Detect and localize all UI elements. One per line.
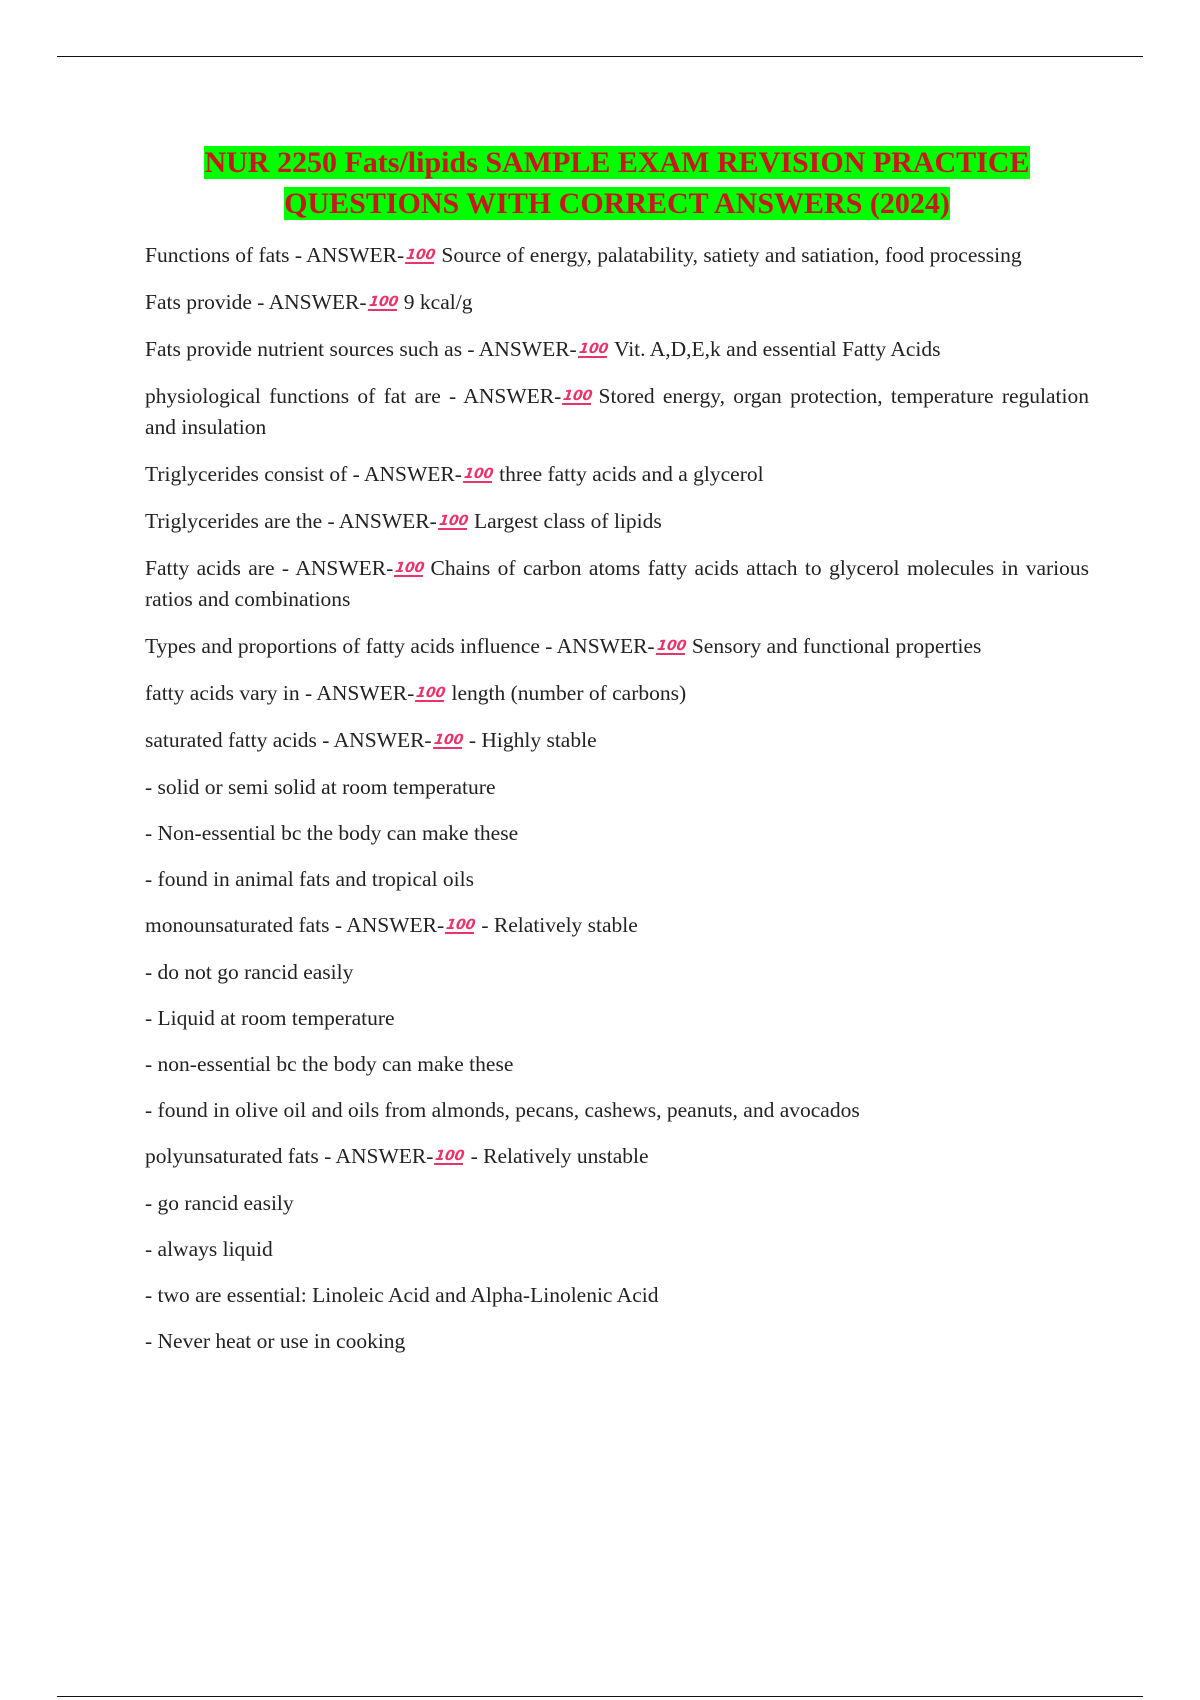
qa-item (145, 459, 1089, 490)
title-line-1: NUR 2250 Fats/lipids SAMPLE EXAM REVISION PRACTICE (204, 146, 1030, 179)
qa-item (145, 725, 1089, 756)
document-title (145, 142, 1089, 224)
answer: 9 kcal/g (403, 290, 473, 314)
qa-item (145, 910, 1089, 941)
bullet-line: - do not go rancid easily (145, 960, 354, 984)
answer: - Relatively stable (481, 913, 638, 937)
answer: - Relatively unstable (470, 1144, 649, 1168)
answer: Chains of carbon atoms fatty acids attach to glycerol molecules in various ratios and combinations (145, 556, 1089, 611)
answer: three fatty acids and a glycerol (499, 462, 764, 486)
qa-item (145, 631, 1089, 662)
hundred-points-icon: 100 (432, 732, 465, 748)
hundred-points-icon: 100 (405, 247, 437, 263)
hundred-points-icon: 100 (434, 1148, 466, 1164)
hundred-points-icon: 100 (445, 917, 477, 933)
qa-item (145, 287, 1089, 318)
bullet-line: - always liquid (145, 1237, 273, 1261)
hundred-points-icon: 100 (462, 466, 495, 482)
bullet-line: - found in animal fats and tropical oils (145, 867, 474, 891)
bullet-line: - two are essential: Linoleic Acid and Alpha-Linolenic Acid (145, 1283, 659, 1307)
answer: - Highly stable (468, 728, 597, 752)
question: Triglycerides are the - ANSWER- (145, 509, 437, 533)
qa-item (145, 506, 1089, 537)
bullet-line: - found in olive oil and oils from almonds, pecans, cashews, peanuts, and avocados (145, 1098, 860, 1122)
bullet-line: - Liquid at room temperature (145, 1006, 395, 1030)
hundred-points-icon: 100 (367, 294, 400, 310)
answer: Source of energy, palatability, satiety and satiation, food processing (441, 243, 1022, 267)
hundred-points-icon: 100 (562, 388, 594, 404)
bullet-line: - solid or semi solid at room temperature (145, 775, 496, 799)
question: monounsaturated fats - ANSWER- (145, 913, 445, 937)
hundred-points-icon: 100 (437, 513, 470, 529)
bullet-line: - Never heat or use in cooking (145, 1329, 406, 1353)
qa-item (145, 240, 1089, 271)
answer: Vit. A,D,E,k and essential Fatty Acids (613, 337, 941, 361)
question: fatty acids vary in - ANSWER- (145, 681, 415, 705)
answer: Largest class of lipids (474, 509, 662, 533)
qa-item (145, 381, 1089, 443)
bullet-line: - non-essential bc the body can make these (145, 1052, 514, 1076)
answer: Stored energy, organ protection, temperature regulation and insulation (145, 384, 1089, 439)
answer: length (number of carbons) (451, 681, 687, 705)
qa-item (145, 334, 1089, 365)
hundred-points-icon: 100 (655, 638, 688, 654)
top-rule (57, 56, 1143, 57)
qa-item (145, 1141, 1089, 1172)
question: saturated fatty acids - ANSWER- (145, 728, 432, 752)
document-body (145, 142, 1089, 1372)
bottom-rule (57, 1696, 1143, 1697)
bullet-line: - go rancid easily (145, 1191, 294, 1215)
qa-item (145, 678, 1089, 709)
hundred-points-icon: 100 (415, 685, 447, 701)
question: Fats provide nutrient sources such as - ANSWER- (145, 337, 577, 361)
question: Types and proportions of fatty acids influence - ANSWER- (145, 634, 655, 658)
qa-item (145, 553, 1089, 615)
question: physiological functions of fat are - ANSWER- (145, 384, 562, 408)
bullet-line: - Non-essential bc the body can make these (145, 821, 519, 845)
hundred-points-icon: 100 (394, 560, 426, 576)
question: Functions of fats - ANSWER- (145, 243, 405, 267)
question: polyunsaturated fats - ANSWER- (145, 1144, 434, 1168)
question: Fatty acids are - ANSWER- (145, 556, 394, 580)
answer: Sensory and functional properties (691, 634, 982, 658)
question: Triglycerides consist of - ANSWER- (145, 462, 462, 486)
hundred-points-icon: 100 (577, 341, 610, 357)
title-line-2: QUESTIONS WITH CORRECT ANSWERS (2024) (284, 187, 950, 220)
question: Fats provide - ANSWER- (145, 290, 367, 314)
